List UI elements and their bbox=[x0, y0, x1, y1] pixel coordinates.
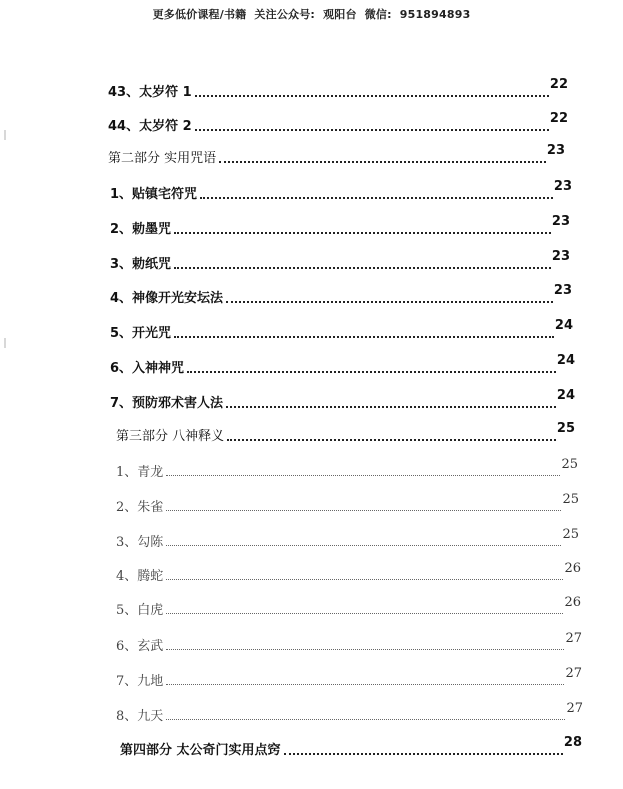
toc-entry-title: 43、太岁符 1 bbox=[108, 85, 192, 100]
toc-entry bbox=[116, 631, 582, 654]
dot-leader bbox=[166, 475, 560, 476]
dot-leader bbox=[174, 267, 551, 269]
toc-entry bbox=[116, 492, 579, 515]
toc-entry bbox=[116, 527, 579, 550]
dot-leader bbox=[166, 510, 561, 511]
toc-entry-title: 2、勅墨咒 bbox=[110, 222, 172, 237]
dot-leader bbox=[166, 545, 561, 546]
toc-entry-title: 8、九天 bbox=[116, 709, 164, 724]
toc-entry-page-number: 23 bbox=[551, 214, 570, 229]
toc-entry-title: 1、青龙 bbox=[116, 465, 164, 480]
toc-entry-page-number: 27 bbox=[565, 666, 582, 681]
toc-entry bbox=[108, 111, 568, 134]
dot-leader bbox=[174, 336, 554, 338]
header-wechat-label: 微信: bbox=[364, 8, 392, 21]
toc-entry bbox=[116, 701, 583, 724]
header-account-name: 观阳台 bbox=[323, 8, 357, 21]
toc-entry-title: 6、入神神咒 bbox=[110, 361, 185, 376]
toc-entry-page-number: 22 bbox=[549, 111, 568, 126]
toc-entry-page-number: 23 bbox=[553, 179, 572, 194]
dot-leader bbox=[200, 197, 553, 199]
toc-entry-title: 4、神像开光安坛法 bbox=[110, 291, 224, 306]
dot-leader bbox=[166, 613, 563, 614]
toc-entry-title: 44、太岁符 2 bbox=[108, 119, 192, 134]
toc-entry-title: 第四部分 太公奇门实用点窍 bbox=[120, 743, 281, 758]
dot-leader bbox=[166, 684, 564, 685]
toc-entry-title: 2、朱雀 bbox=[116, 500, 164, 515]
toc-entry-title: 1、贴镇宅符咒 bbox=[110, 187, 198, 202]
toc-entry-title: 7、预防邪术害人法 bbox=[110, 396, 224, 411]
toc-entry bbox=[110, 388, 575, 411]
header-follow-text: 关注公众号: bbox=[254, 8, 316, 21]
toc-entry-page-number: 25 bbox=[556, 421, 575, 436]
toc-entry-page-number: 27 bbox=[566, 701, 583, 716]
toc-entry bbox=[116, 561, 581, 584]
toc-entry-page-number: 23 bbox=[551, 249, 570, 264]
dot-leader bbox=[166, 579, 563, 580]
toc-entry-page-number: 24 bbox=[556, 353, 575, 368]
toc-entry-title: 3、勾陈 bbox=[116, 535, 164, 550]
toc-entry-page-number: 22 bbox=[549, 77, 568, 92]
toc-entry bbox=[110, 214, 570, 237]
toc-entry-page-number: 27 bbox=[565, 631, 582, 646]
dot-leader bbox=[226, 301, 553, 303]
toc-entry bbox=[110, 353, 575, 376]
toc-entry-title: 5、开光咒 bbox=[110, 326, 172, 341]
toc-entry-page-number: 28 bbox=[563, 735, 582, 750]
dot-leader bbox=[195, 129, 549, 131]
toc-entry bbox=[116, 595, 581, 618]
toc-entry-title: 6、玄武 bbox=[116, 639, 164, 654]
dot-leader bbox=[187, 371, 556, 373]
dot-leader bbox=[284, 753, 563, 755]
toc-entry bbox=[108, 143, 565, 166]
toc-entry-page-number: 24 bbox=[556, 388, 575, 403]
toc-entry-title: 3、勅纸咒 bbox=[110, 257, 172, 272]
toc-entry-page-number: 26 bbox=[564, 595, 581, 610]
toc-entry-title: 5、白虎 bbox=[116, 603, 164, 618]
toc-entry-page-number: 25 bbox=[562, 527, 579, 542]
toc-entry-page-number: 23 bbox=[553, 283, 572, 298]
dot-leader bbox=[174, 232, 551, 234]
toc-entry-title: 第二部分 实用咒语 bbox=[108, 151, 217, 166]
toc-entry bbox=[116, 421, 575, 444]
dot-leader bbox=[195, 95, 549, 97]
toc-entry bbox=[108, 77, 568, 100]
toc-entry-page-number: 25 bbox=[562, 492, 579, 507]
dot-leader bbox=[219, 161, 546, 163]
toc-entry bbox=[120, 735, 582, 758]
toc-entry-title: 4、腾蛇 bbox=[116, 569, 164, 584]
header-promo-text: 更多低价课程/书籍 bbox=[152, 8, 247, 21]
header-wechat-number: 951894893 bbox=[399, 8, 471, 21]
toc-entry-title: 第三部分 八神释义 bbox=[116, 429, 225, 444]
toc-entry bbox=[110, 318, 573, 341]
toc-entry bbox=[110, 179, 572, 202]
toc-entry bbox=[110, 249, 570, 272]
dot-leader bbox=[166, 719, 565, 720]
toc-entry-page-number: 24 bbox=[554, 318, 573, 333]
dot-leader bbox=[166, 649, 564, 650]
dot-leader bbox=[226, 406, 556, 408]
toc-entry bbox=[116, 457, 578, 480]
toc-entry bbox=[110, 283, 572, 306]
toc-entry-title: 7、九地 bbox=[116, 674, 164, 689]
toc-entry-page-number: 25 bbox=[561, 457, 578, 472]
toc-entry bbox=[116, 666, 582, 689]
toc-entry-page-number: 23 bbox=[546, 143, 565, 158]
toc-entry-page-number: 26 bbox=[564, 561, 581, 576]
dot-leader bbox=[227, 439, 556, 441]
